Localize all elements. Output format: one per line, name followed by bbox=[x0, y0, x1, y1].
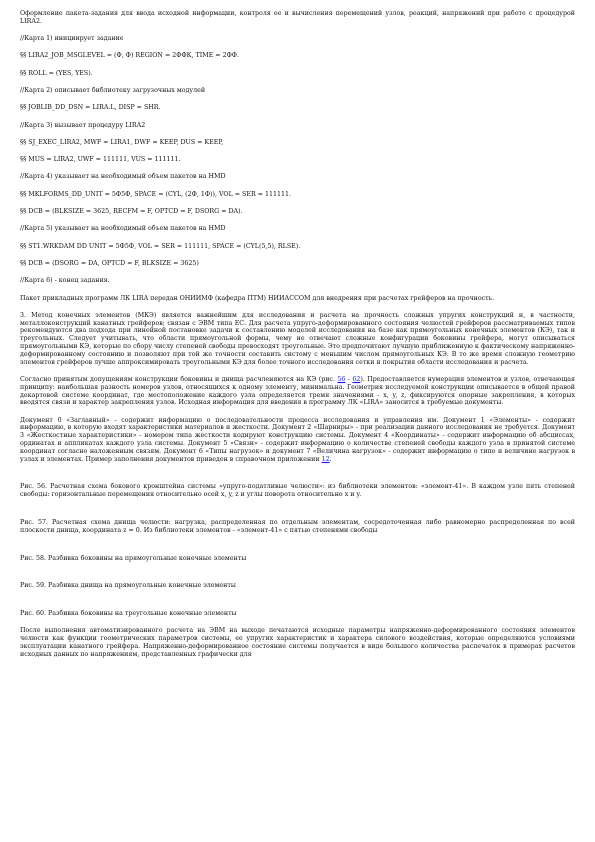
card-4-line-2: §§ DCB = (BLKSIZE = 3625, RECFM = F, OPTCD = F, DSORG = DA). bbox=[20, 208, 243, 216]
card-4-line-1: §§ MKLFORMS_DD_UNIT = 5Ф5Ф, SPACE = (CYL, (2Ф, 1Ф)), VOL = SER = 111111. bbox=[20, 190, 292, 198]
card-3-line-2: §§ MUS = LIRA2, UWF = 111111, VUS = 111111. bbox=[20, 156, 181, 164]
figure-59-caption: Рис. 59. Разбивка днища на прямоугольные конечные элементы bbox=[20, 582, 236, 590]
card-5-line-2: §§ DCB = (DSORG = DA, OPTCD = F, BLKSIZE = 3625) bbox=[20, 259, 199, 267]
figure-57-caption: Рис. 57. Расчетная схема днища челюсти: нагрузка, распределенная по отдельным элементам, сосредоточенная либо равномерно распределенная по всей плоскости днища, координата z = 0. Из библиотеки элементов - «элемент-41» с пятью степенями свободы bbox=[20, 518, 575, 534]
card-4-comment: //Карта 4) указывает на необходимый объем пакетов на HMD bbox=[20, 173, 226, 181]
discretization-text-start: Согласно принятым допущениям конструкции боковины и днища расчленяются на КЭ (рис. bbox=[20, 375, 338, 383]
card-1-comment: //Карта 1) инициирует задание bbox=[20, 35, 124, 43]
card-1-line-2: §§ ROLL = (YES, YES). bbox=[20, 69, 93, 77]
figure-58-caption: Рис. 58. Разбивка боковины на прямоугольные конечные элементы bbox=[20, 554, 247, 562]
figure-62-link[interactable]: 62 bbox=[352, 375, 361, 383]
card-5-line-1: §§ ST1.WRKDAM DD UNIT = 5Ф5Ф, VOL = SER = 111111, SPACE = (CYL(5,5), RLSE). bbox=[20, 242, 301, 250]
card-1-line-1: §§ LIRA2_JOB_MSGLEVEL = (Ф, Ф) REGION = 2ФФК, TIME = 2ФФ. bbox=[20, 52, 240, 60]
card-2-line: §§ JOBLIB_DD_DSN = LIRA.L, DISP = SHR. bbox=[20, 104, 161, 112]
documents-paragraph bbox=[20, 417, 575, 464]
documents-text-end: . bbox=[329, 455, 332, 463]
figure-60-caption: Рис. 60. Разбивка боковины на треугольные конечные элементы bbox=[20, 610, 237, 618]
results-paragraph: После выполнения автоматизированного расчета на ЭВМ на выходе печатаются исходные параметры напряженно-деформированного состояния элементов челюсти как функции геометрических параметров системы, ее упругих характеристик и характера силового воздействия, которые определяются условиями эксплуатации канатного грейфера. Напряженно-деформированное состояние системы получается в виде большого количества распечаток в примерах расчетов исходных данных по напряжениям, представленных графически для bbox=[20, 627, 575, 658]
documents-text: Документ 0 «Заглавный» - содержит информацию о последовательности процесса исследования и управления им. Документ 1 «Элементы» - содержит информацию, в которую входят характеристики материалов и жесткости. Документ 2 «Шарниры» - при реализации данного исследования не требуется. Документ 3 «Жесткостные характеристики» - номером типа жесткости кодируют конструкцию системы. Документ 4 «Координаты» - содержит информацию об абсциссах, ординатах и аппликатах каждого узла системы. Документ 5 «Связи» - содержит информацию о количестве степеней свободы каждого узла в принятой системе координат согласно наложенным связям. Документ 6 «Типы нагрузок» и документ 7 «Величина нагрузок» - содержит информацию о типе и величине нагрузок в узлах и элементах. Пример заполнения документов приведен в справочном приложении bbox=[20, 416, 575, 463]
discretization-text-end: ). Предоставляется нумерация элементов и узлов, отвечающая принципу: наибольшая разность номеров узлов, относящихся к одному элементу, минимальна. Геометрия исследуемой конструкции описывается в общей правой декартовой системе координат, где местоположение каждого узла определяется тремя значениями - x, y, z, фиксируются опорные закрепления, в которых вводятся связи и характер закрепления узлов. Исходная информация для введения в программу ЛК «LIRA» заносится в требуемые документы. bbox=[20, 375, 575, 407]
package-transfer-paragraph: Пакет прикладных программ ЛК LIRA передан ОНИИМФ (кафедра ПТМ) НИИАССОМ для внедрения при расчетах грейферов на прочность. bbox=[20, 294, 495, 302]
card-2-comment: //Карта 2) описывает библиотеку загрузочных модулей bbox=[20, 86, 206, 94]
discretization-text-dash: - bbox=[345, 375, 353, 383]
card-3-line-1: §§ SJ_EXEC_LIRA2, MWF = LIRA1, DWF = KEEP, DUS = KEEP, bbox=[20, 138, 224, 146]
card-5-comment: //Карта 5) указывает на необходимый объем пакетов на HMD bbox=[20, 225, 226, 233]
discretization-paragraph bbox=[20, 376, 575, 407]
figure-56-link[interactable]: 56 bbox=[337, 375, 346, 383]
appendix-12-link[interactable]: 12 bbox=[321, 455, 330, 463]
card-6-comment: //Карта 6) - конец задания. bbox=[20, 277, 110, 285]
card-3-comment: //Карта 3) вызывает процедуру LIRA2 bbox=[20, 121, 146, 129]
fem-method-paragraph: 3. Метод конечных элементов (МКЭ) является важнейшим для исследования и расчета на прочность сложных упругих конструкций и, в частности, металлоконструкций канатных грейферов; связан с ЭВМ типа ЕС. Для расчета упруго-деформированного состояния челюстей грейферов рассматриваемых типов рекомендуются два подхода при линейной постановке задачи к составлению моделей исследования на базе как прямоугольных конечных элементов (КЭ), так и треугольных. Следует учитывать, что области прямоугольной формы, чему не отвечают сложные конфигурации боковины грейфера, могут описываться прямоугольными КЭ, которые по сбору числу степеней свободы превосходят треугольные. Это предпочитают лучшую приближенную к фактическому напряженно-деформированному состоянию и позволяют при той же точности составить систему с меньшим числом прямоугольных КЭ. В то же время сложную геометрию элементов грейферов лучше аппроксимировать треугольными КЭ для более точного исследования сетки и покрытия области исследования и расчета. bbox=[20, 311, 575, 366]
figure-56-caption: Рис. 56. Расчетная схема бокового кронштейна системы «упруго-податливые челюсти»: из библиотеки элементов: «элемент-41». В каждом узле пять степеней свободы: горизонтальные перемещения относительно осей x, y, z и углы поворота относительно x и y. bbox=[20, 483, 575, 499]
intro-paragraph: Оформление пакета-задания для ввода исходной информации, контроля ее и вычисления перемещений узлов, реакций, напряжений при работе с процедурой LIRA2. bbox=[20, 10, 575, 25]
